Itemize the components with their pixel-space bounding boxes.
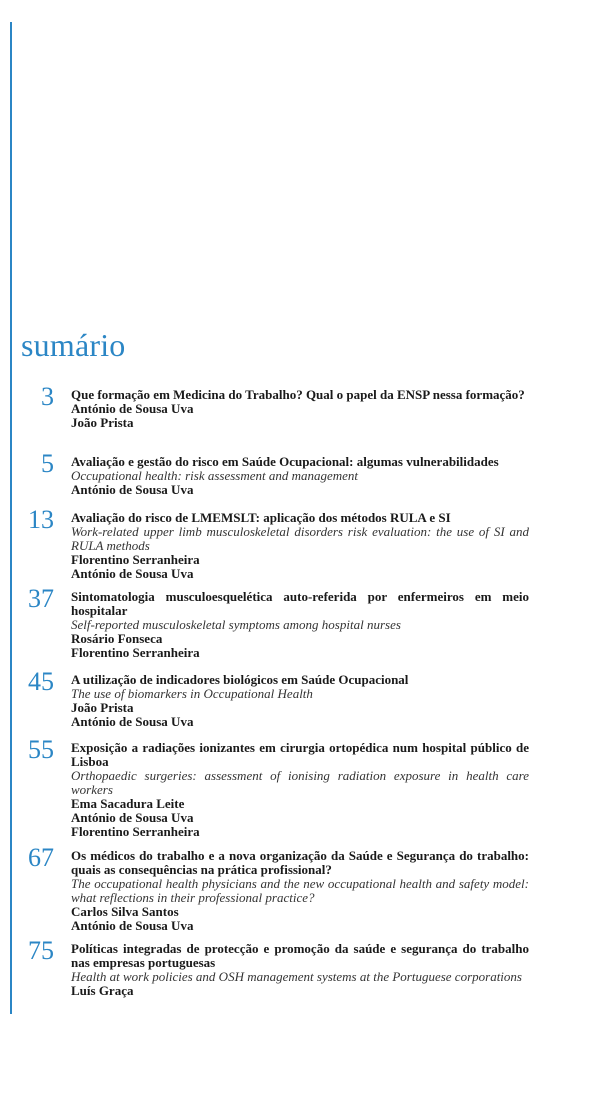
- article-author: António de Sousa Uva: [71, 401, 194, 416]
- article-author: António de Sousa Uva: [71, 918, 194, 933]
- page-title: sumário: [21, 327, 126, 363]
- article-author: Rosário Fonseca: [71, 631, 163, 646]
- entry-body: [71, 388, 529, 430]
- article-subtitle: The use of biomarkers in Occupational Health: [71, 686, 313, 701]
- page-number: 37: [28, 584, 54, 613]
- article-author: João Prista: [71, 700, 134, 715]
- article-title: Avaliação do risco de LMEMSLT: aplicação dos métodos RULA e SI: [71, 510, 451, 525]
- page-number: 67: [28, 843, 54, 872]
- article-subtitle: Occupational health: risk assessment and management: [71, 468, 359, 483]
- page-number: 55: [28, 735, 54, 764]
- article-author: António de Sousa Uva: [71, 566, 194, 581]
- article-author: Ema Sacadura Leite: [71, 796, 185, 811]
- article-subtitle: Orthopaedic surgeries: assessment of ionising radiation exposure in health care workers: [71, 768, 529, 797]
- page-number: 75: [28, 936, 54, 965]
- article-author: João Prista: [71, 415, 134, 430]
- article-title: Sintomatologia musculoesquelética auto-referida por enfermeiros em meio hospitalar: [71, 589, 529, 618]
- entry-body: [71, 741, 529, 839]
- article-title: Os médicos do trabalho e a nova organização da Saúde e Segurança do trabalho: quais as consequências na prática profissional?: [71, 848, 529, 877]
- page-number: 5: [41, 449, 54, 478]
- article-title: Exposição a radiações ionizantes em cirurgia ortopédica num hospital público de Lisboa: [71, 740, 529, 769]
- article-title: Políticas integradas de protecção e promoção da saúde e segurança do trabalho nas empresas portuguesas: [71, 941, 529, 970]
- entry-body: [71, 849, 529, 933]
- page-number: 13: [28, 505, 54, 534]
- article-subtitle: Self-reported musculoskeletal symptoms among hospital nurses: [71, 617, 401, 632]
- page-number: 45: [28, 667, 54, 696]
- entry-body: [71, 942, 529, 998]
- article-subtitle: Health at work policies and OSH management systems at the Portuguese corporations: [71, 969, 522, 984]
- entry-body: [71, 590, 529, 660]
- article-author: Florentino Serranheira: [71, 552, 200, 567]
- article-author: António de Sousa Uva: [71, 482, 194, 497]
- article-author: António de Sousa Uva: [71, 714, 194, 729]
- article-author: Florentino Serranheira: [71, 645, 200, 660]
- article-author: Luís Graça: [71, 983, 134, 998]
- entry-body: [71, 455, 529, 497]
- article-title: A utilização de indicadores biológicos em Saúde Ocupacional: [71, 672, 409, 687]
- margin-rule: [10, 22, 12, 1014]
- article-subtitle: The occupational health physicians and the new occupational health and safety model: what reflections in their professional practice?: [71, 876, 529, 905]
- article-title: Avaliação e gestão do risco em Saúde Ocupacional: algumas vulnerabilidades: [71, 454, 499, 469]
- article-author: Carlos Silva Santos: [71, 904, 179, 919]
- entry-body: [71, 673, 529, 729]
- article-author: António de Sousa Uva: [71, 810, 194, 825]
- article-author: Florentino Serranheira: [71, 824, 200, 839]
- article-subtitle: Work-related upper limb musculoskeletal disorders risk evaluation: the use of SI and RULA methods: [71, 524, 529, 553]
- article-title: Que formação em Medicina do Trabalho? Qual o papel da ENSP nessa formação?: [71, 387, 525, 402]
- page-number: 3: [41, 382, 54, 411]
- entry-body: [71, 511, 529, 581]
